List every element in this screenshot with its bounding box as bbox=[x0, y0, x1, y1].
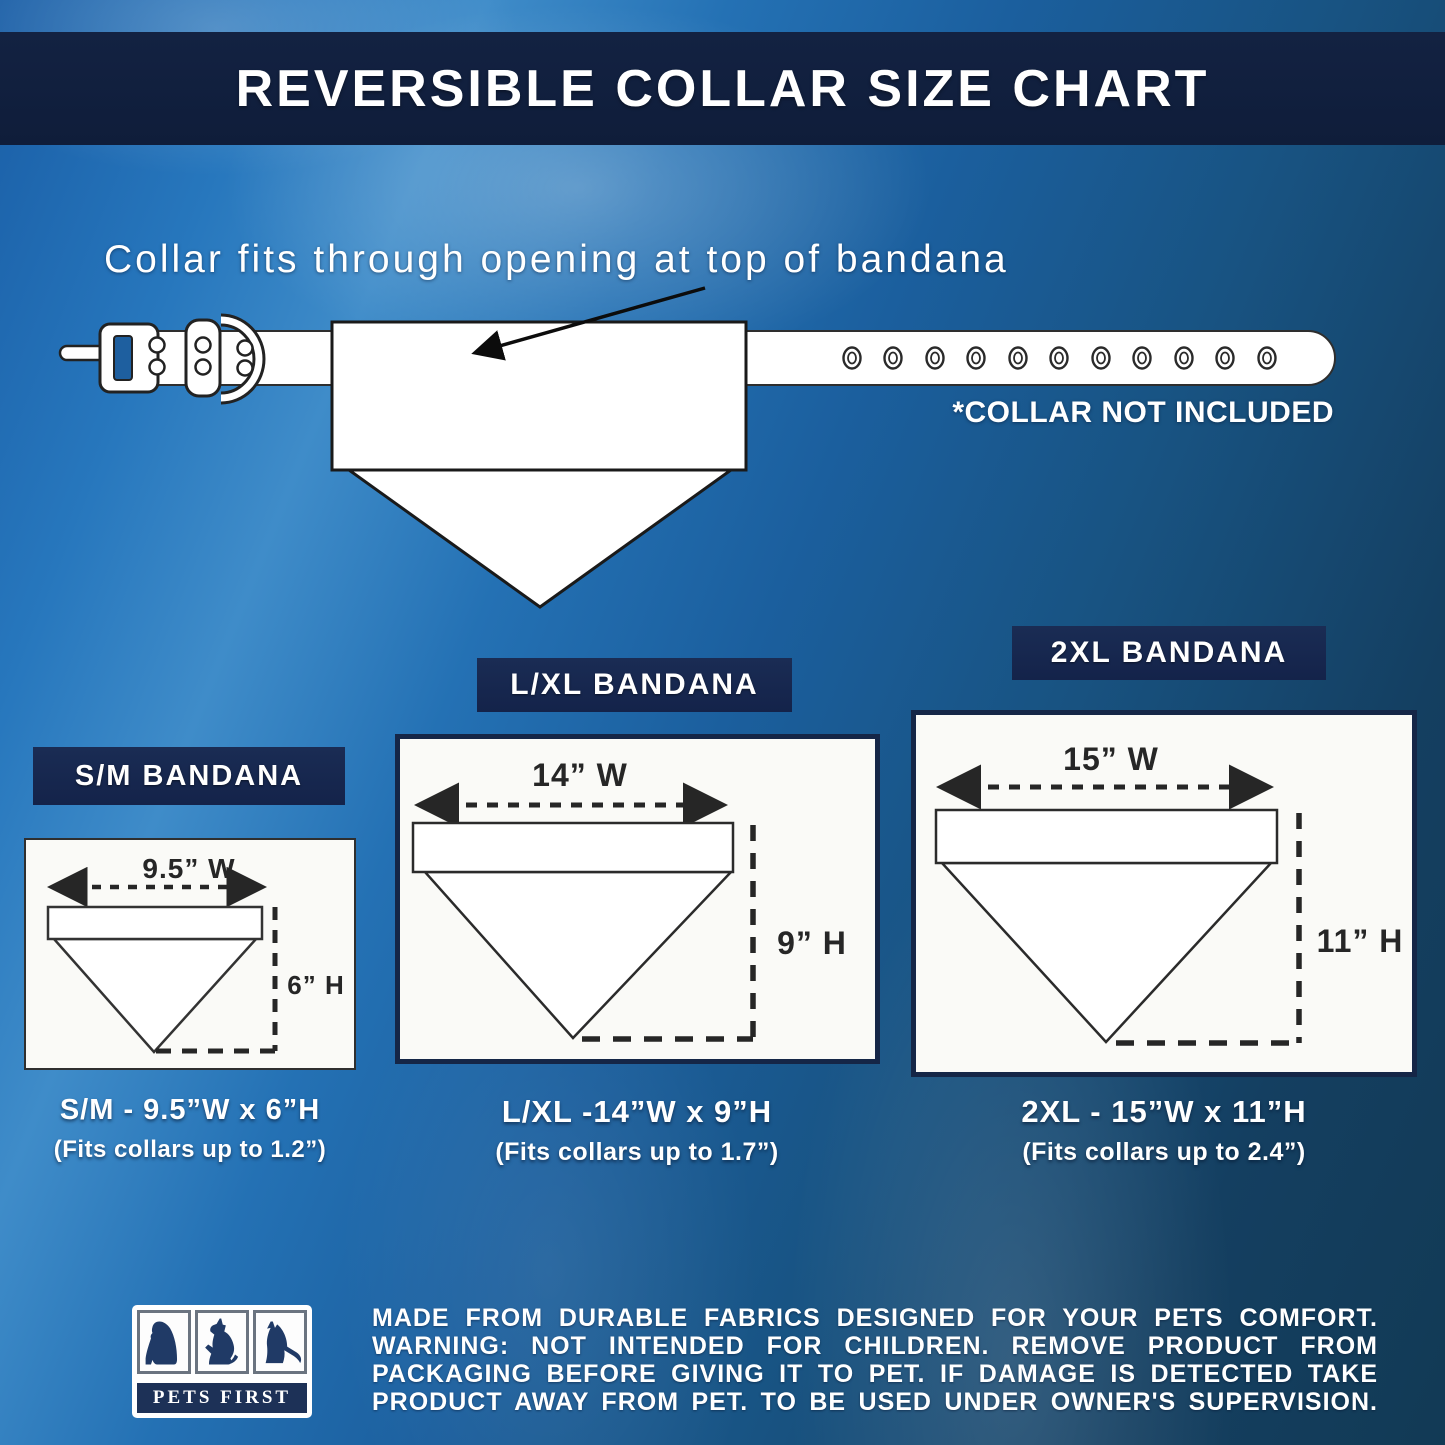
lxl-panel bbox=[395, 734, 880, 1064]
sm-label: S/M BANDANA bbox=[74, 759, 304, 792]
sm-label-box bbox=[33, 747, 345, 805]
xxl-triangle bbox=[942, 863, 1271, 1042]
xxl-width-label: 15” W bbox=[1063, 741, 1159, 777]
collar-bandana-illustration bbox=[40, 240, 1405, 625]
lxl-triangle bbox=[425, 872, 731, 1038]
sm-caption: S/M - 9.5”W x 6”H bbox=[59, 1094, 321, 1126]
disclaimer-line: PACKAGING BEFORE GIVING IT TO PET. IF DAMAGE IS DETECTED TAKE bbox=[372, 1360, 1378, 1388]
lxl-caption: L/XL -14”W x 9”H bbox=[501, 1094, 773, 1129]
sm-triangle bbox=[54, 939, 256, 1052]
xxl-height-label: 11” H bbox=[1316, 923, 1404, 959]
dog-silhouette-icon bbox=[195, 1310, 249, 1374]
logo-dog-panels bbox=[137, 1310, 307, 1379]
lxl-label-box bbox=[477, 658, 792, 712]
xxl-label-box bbox=[1012, 626, 1326, 680]
sm-fits: (Fits collars up to 1.2”) bbox=[53, 1136, 327, 1163]
xxl-fits: (Fits collars up to 2.4”) bbox=[1022, 1138, 1306, 1166]
xxl-panel bbox=[911, 710, 1417, 1077]
hero-caption: Collar fits through opening at top of bandana bbox=[104, 238, 1009, 281]
sm-height-label: 6” H bbox=[287, 970, 345, 1000]
xxl-band bbox=[936, 810, 1277, 863]
sm-panel bbox=[24, 838, 356, 1070]
buckle bbox=[60, 324, 158, 392]
disclaimer-block bbox=[372, 1304, 1378, 1416]
disclaimer-line: WARNING: NOT INTENDED FOR CHILDREN. REMOVE PRODUCT FROM bbox=[372, 1332, 1378, 1360]
xxl-label: 2XL BANDANA bbox=[1050, 636, 1288, 669]
disclaimer-line: PRODUCT AWAY FROM PET. TO BE USED UNDER OWNER'S SUPERVISION. bbox=[372, 1388, 1378, 1416]
title-banner bbox=[0, 32, 1445, 145]
pets-first-logo bbox=[132, 1305, 312, 1418]
brand-name: PETS FIRST bbox=[152, 1387, 292, 1408]
dog-silhouette-icon bbox=[137, 1310, 191, 1374]
lxl-height-label: 9” H bbox=[777, 925, 847, 961]
dog-silhouette-icon bbox=[253, 1310, 307, 1374]
lxl-width-label: 14” W bbox=[532, 757, 628, 793]
lxl-band bbox=[413, 823, 733, 872]
sm-width-label: 9.5” W bbox=[142, 853, 236, 884]
xxl-caption: 2XL - 15”W x 11”H bbox=[1021, 1094, 1307, 1129]
page-title: REVERSIBLE COLLAR SIZE CHART bbox=[235, 59, 1210, 118]
lxl-fits: (Fits collars up to 1.7”) bbox=[495, 1138, 779, 1166]
disclaimer-line: MADE FROM DURABLE FABRICS DESIGNED FOR YOUR PETS COMFORT. bbox=[372, 1304, 1378, 1332]
lxl-label: L/XL BANDANA bbox=[510, 668, 759, 701]
collar-keeper bbox=[186, 320, 220, 396]
bandana-triangle bbox=[349, 470, 731, 607]
logo-brand-bar bbox=[137, 1383, 307, 1413]
collar-note: *COLLAR NOT INCLUDED bbox=[952, 396, 1334, 429]
bandana-sleeve bbox=[332, 322, 746, 470]
sm-band bbox=[48, 907, 262, 939]
